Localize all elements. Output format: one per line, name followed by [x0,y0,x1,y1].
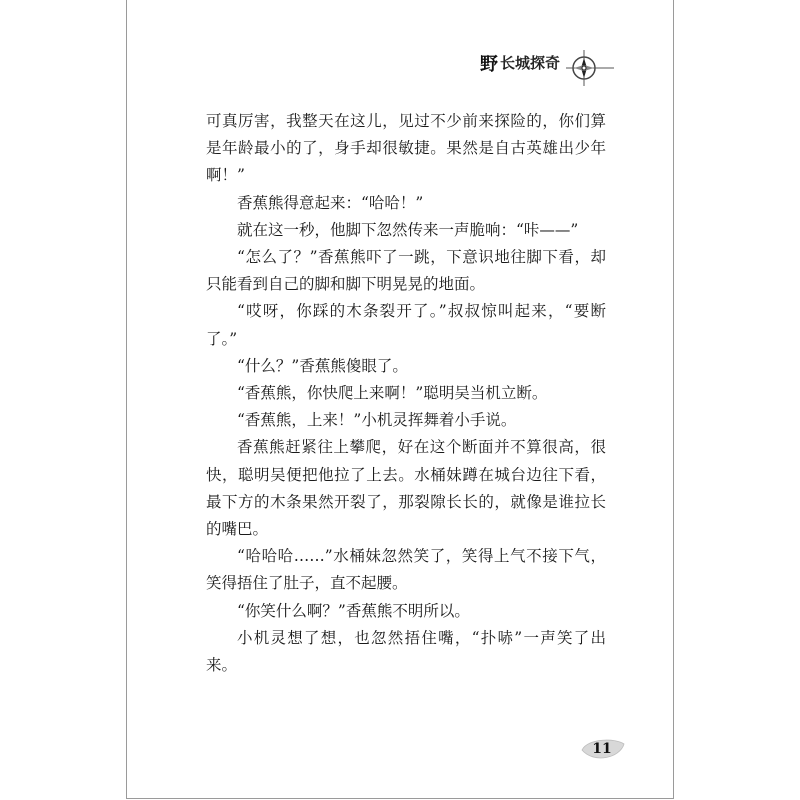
header-title: 长城探奇 [500,54,561,72]
paragraph: 小机灵想了想，也忽然捂住嘴，“扑哧”一声笑了出来。 [206,628,606,675]
compass-icon [562,46,618,90]
page-number: 11 [592,741,612,757]
paragraph: 就在这一秒，他脚下忽然传来一声脆响：“咔——” [237,220,579,239]
paragraph: “怎么了？”香蕉熊吓了一跳，下意识地往脚下看，却只能看到自己的脚和脚下明晃晃的地面。 [206,248,606,294]
paragraph: “你笑什么啊？”香蕉熊不明所以。 [237,601,470,620]
paragraph: “哎呀，你踩的木条裂开了。”叔叔惊叫起来，“要断了。” [206,302,606,348]
body-text [206,108,606,679]
paragraph: 香蕉熊得意起来：“哈哈！” [237,193,424,212]
paragraph: 香蕉熊赶紧往上攀爬，好在这个断面并不算很高，很快，聪明吴便把他拉了上去。水桶妹蹲在城台边往下看，最下方的木条果然开裂了，那裂隙长长的，就像是谁拉长的嘴巴。 [206,438,606,539]
paragraph: “香蕉熊，你快爬上来啊！”聪明吴当机立断。 [237,384,548,403]
paragraph: “什么？”香蕉熊傻眼了。 [237,356,408,375]
header-logo-mark: 野 [480,54,498,75]
running-header [480,46,620,90]
paragraph: “哈哈哈……”水桶妹忽然笑了，笑得上气不接下气，笑得捂住了肚子，直不起腰。 [206,547,606,593]
paragraph: 可真厉害，我整天在这儿，见过不少前来探险的，你们算是年龄最小的了，身手却很敏捷。果然是自古英雄出少年啊！” [206,112,606,185]
page-number-badge [578,736,626,764]
paragraph: “香蕉熊，上来！”小机灵挥舞着小手说。 [237,411,517,430]
